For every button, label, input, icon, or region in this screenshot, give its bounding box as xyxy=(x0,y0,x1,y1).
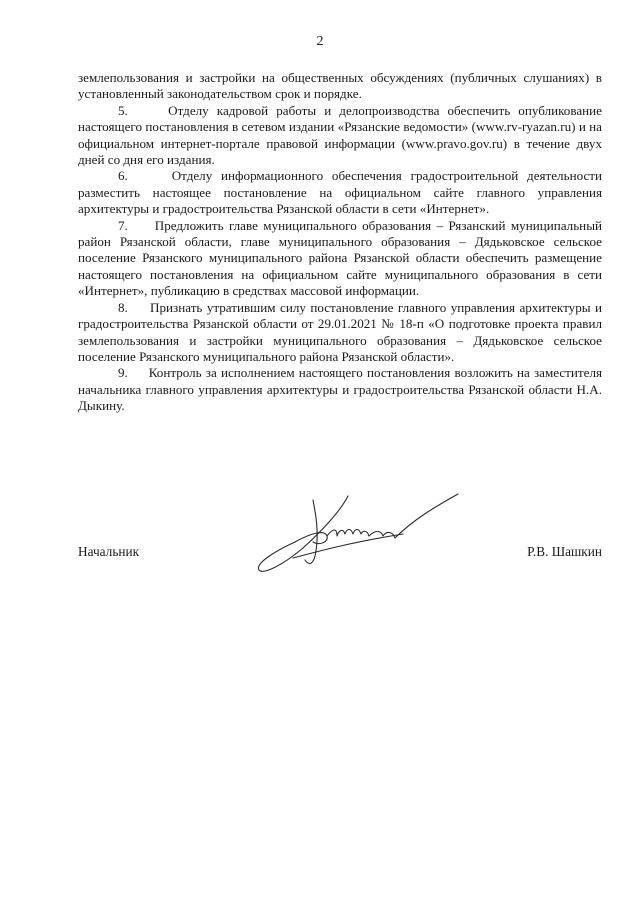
handwritten-signature xyxy=(253,490,473,580)
paragraph-continuation: землепользования и застройки на общественных обсуждениях (публичных слушаниях) в установленный законодательством срок и порядке. xyxy=(78,70,602,102)
position-title: Начальник xyxy=(78,544,140,559)
signature-block xyxy=(78,490,602,580)
paragraph-item-8: 8. Признать утратившим силу постановление главного управления архитектуры и градостроительства Рязанской области от 29.01.2021 № 18-п «О подготовке проекта правил землепользования и застройки муниципального образования – Дядьковское сельское поселение Рязанского муниципального района Рязанской области». xyxy=(78,299,602,364)
document-body xyxy=(78,70,602,415)
paragraph-item-7: 7. Предложить главе муниципального образования – Рязанский муниципальный район Рязанской области, главе муниципального образования – Дядьковское сельское поселение Рязанского муниципального района Рязанской области обеспечить размещение настоящего постановления на официальном сайте муниципального образования в сети «Интернет», публикацию в средствах массовой информации. xyxy=(78,217,602,299)
paragraph-item-6: 6. Отделу информационного обеспечения градостроительной деятельности разместить настоящее постановление на официальном сайте главного управления архитектуры и градостроительства Рязанской области в сети «Интернет». xyxy=(78,168,602,217)
paragraph-item-5: 5. Отделу кадровой работы и делопроизводства обеспечить опубликование настоящего постановления в сетевом издании «Рязанские ведомости» (www.rv-ryazan.ru) и на официальном интернет-портале правовой информации (www.pravo.gov.ru) в течение двух дней со дня его издания. xyxy=(78,102,602,168)
signatory-name: Р.В. Шашкин xyxy=(527,544,602,559)
page-number: 2 xyxy=(316,34,324,49)
paragraph-item-9: 9. Контроль за исполнением настоящего постановления возложить на заместителя начальника главного управления архитектуры и градостроительства Рязанской области Н.А. Дыкину. xyxy=(78,365,602,414)
